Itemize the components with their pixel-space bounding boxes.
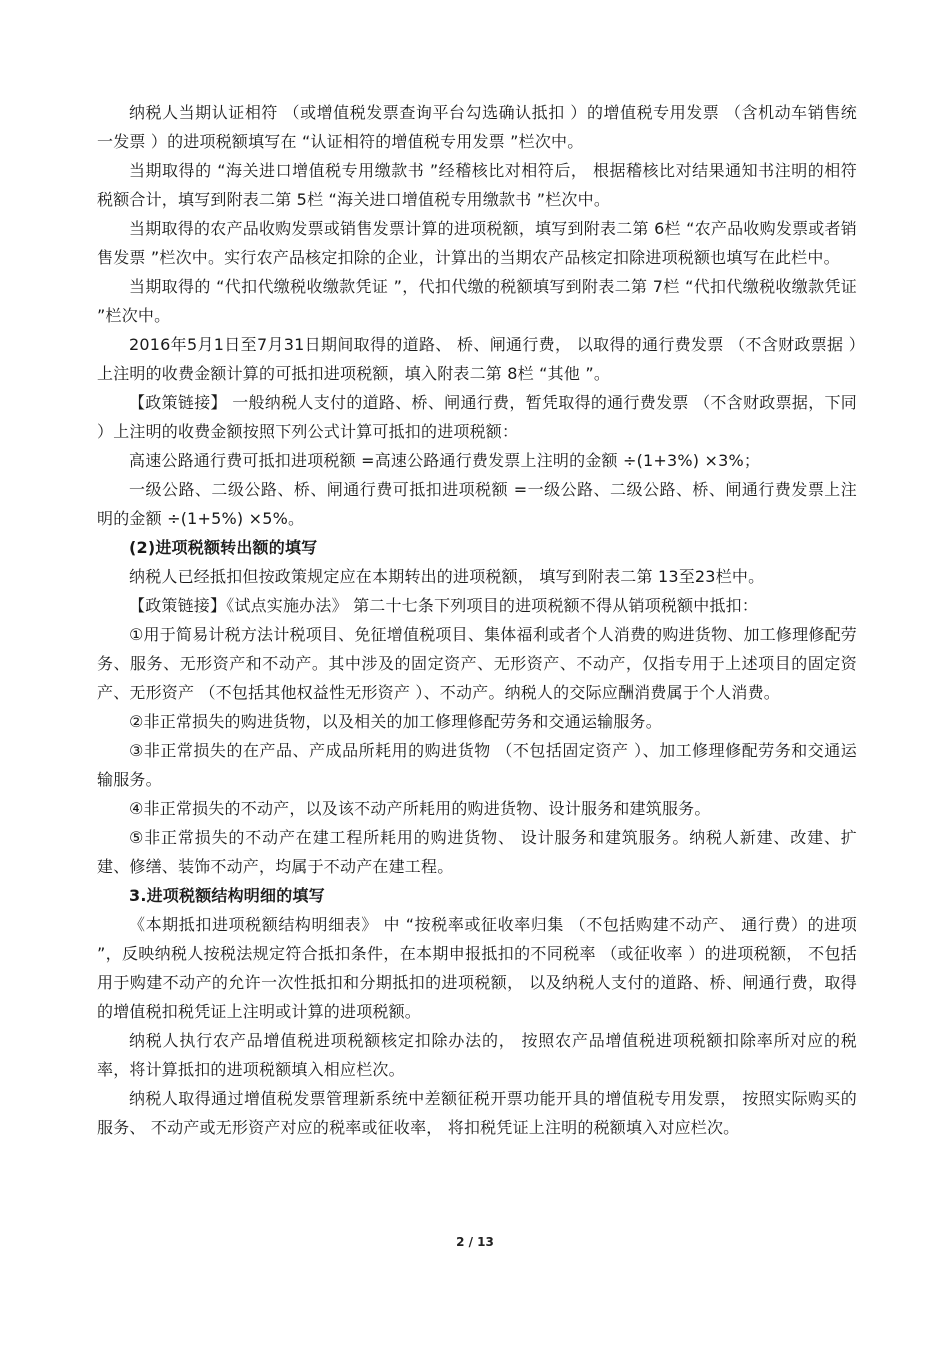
paragraph-6: 【政策链接】 一般纳税人支付的道路、桥、闸通行费，暂凭取得的通行费发票 （不含财政票据，下同 ）上注明的收费金额按照下列公式计算可抵扣的进项税额： [97,393,857,441]
paragraph-8: 一级公路、二级公路、桥、闸通行费可抵扣进项税额 =一级公路、二级公路、桥、闸通行费发票上注明的金额 ÷(1+5%) ×5%。 [97,480,857,528]
paragraph-15: ④非正常损失的不动产，以及该不动产所耗用的购进货物、设计服务和建筑服务。 [129,799,711,818]
paragraph-16: ⑤非正常损失的不动产在建工程所耗用的购进货物、 设计服务和建筑服务。纳税人新建、改建、扩建、修缮、装饰不动产，均属于不动产在建工程。 [97,828,857,876]
paragraph-11: 【政策链接】《试点实施办法》 第二十七条下列项目的进项税额不得从销项税额中抵扣： [129,596,759,615]
paragraph-18: 《本期抵扣进项税额结构明细表》 中 “按税率或征收率归集 （不包括购建不动产、 通行费）的进项 ”，反映纳税人按税法规定符合抵扣条件，在本期申报抵扣的不同税率 （或征收率 ）的进项税额， 不包括用于购建不动产的允许一次性抵扣和分期抵扣的进项税额， 以及纳税人支付的道路、桥、闸通行费，取得的增值税扣税凭证上注明或计算的进项税额。 [97,915,857,1021]
paragraph-3: 当期取得的农产品收购发票或销售发票计算的进项税额，填写到附表二第 6栏 “农产品收购发票或者销售发票 ”栏次中。实行农产品核定扣除的企业，计算出的当期农产品核定扣除进项税额也填写在此栏中。 [97,219,857,267]
section-heading-2: (2)进项税额转出额的填写 [129,538,318,557]
paragraph-14: ③非正常损失的在产品、产成品所耗用的购进货物 （不包括固定资产 ）、加工修理修配劳务和交通运输服务。 [97,741,857,789]
paragraph-5: 2016年5月1日至7月31日期间取得的道路、 桥、闸通行费， 以取得的通行费发票 （不含财政票据 ）上注明的收费金额计算的可抵扣进项税额，填入附表二第 8栏 “其他 ”。 [97,335,857,383]
paragraph-10: 纳税人已经抵扣但按政策规定应在本期转出的进项税额， 填写到附表二第 13至23栏中。 [129,567,765,586]
paragraph-4: 当期取得的 “代扣代缴税收缴款凭证 ”，代扣代缴的税额填写到附表二第 7栏 “代扣代缴税收缴款凭证 ”栏次中。 [97,277,857,325]
paragraph-12: ①用于简易计税方法计税项目、免征增值税项目、集体福利或者个人消费的购进货物、加工修理修配劳务、服务、无形资产和不动产。其中涉及的固定资产、无形资产、不动产，仅指专用于上述项目的固定资产、无形资产 （不包括其他权益性无形资产 ）、不动产。纳税人的交际应酬消费属于个人消费。 [97,625,857,702]
paragraph-2: 当期取得的 “海关进口增值税专用缴款书 ”经稽核比对相符后， 根据稽核比对结果通知书注明的相符税额合计，填写到附表二第 5栏 “海关进口增值税专用缴款书 ”栏次中。 [97,161,857,209]
paragraph-13: ②非正常损失的购进货物，以及相关的加工修理修配劳务和交通运输服务。 [129,712,662,731]
document-body [97,98,857,1142]
paragraph-7: 高速公路通行费可抵扣进项税额 =高速公路通行费发票上注明的金额 ÷(1+3%) ×3%； [129,451,761,470]
paragraph-19: 纳税人执行农产品增值税进项税额核定扣除办法的， 按照农产品增值税进项税额扣除率所对应的税率，将计算抵扣的进项税额填入相应栏次。 [97,1031,857,1079]
section-heading-3: 3.进项税额结构明细的填写 [129,886,325,905]
paragraph-20: 纳税人取得通过增值税发票管理新系统中差额征税开票功能开具的增值税专用发票， 按照实际购买的服务、 不动产或无形资产对应的税率或征收率， 将扣税凭证上注明的税额填入对应栏次。 [97,1089,857,1137]
page-number: 2 / 13 [456,1235,494,1249]
paragraph-1: 纳税人当期认证相符 （或增值税发票查询平台勾选确认抵扣 ）的增值税专用发票 （含机动车销售统一发票 ）的进项税额填写在 “认证相符的增值税专用发票 ”栏次中。 [97,103,857,151]
